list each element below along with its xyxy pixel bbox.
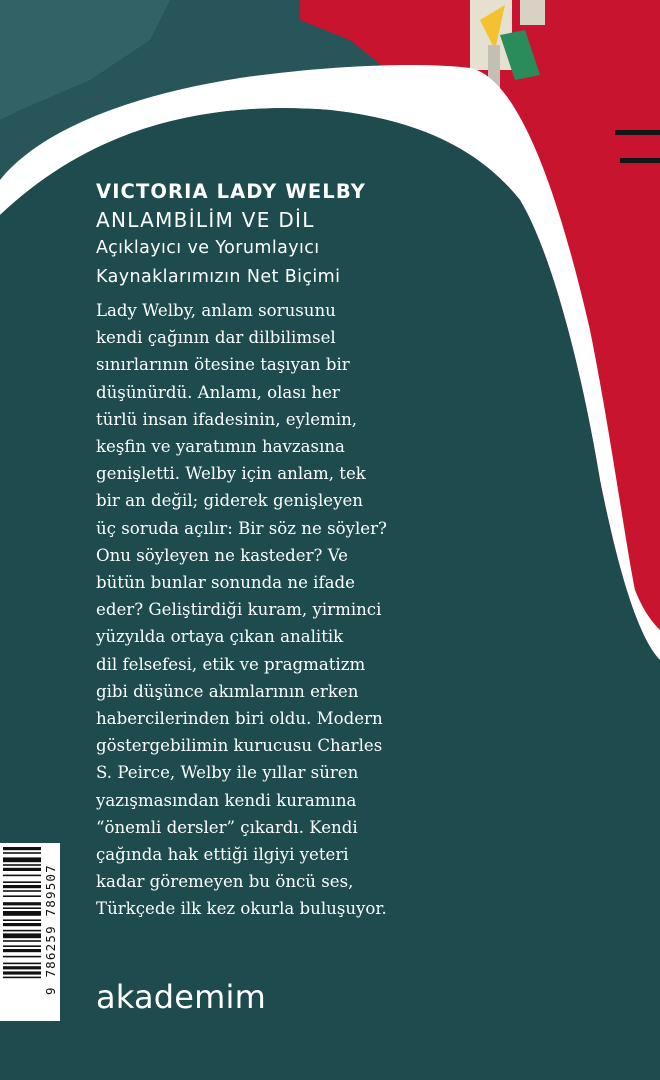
barcode-bar xyxy=(3,930,41,932)
barcode-bar xyxy=(3,956,41,958)
barcode-bar xyxy=(3,923,41,926)
barcode-bar xyxy=(3,895,41,897)
barcode-bar xyxy=(3,868,41,871)
blurb-line: bir an değil; giderek genişleyen xyxy=(96,491,363,511)
blurb-line: Lady Welby, anlam sorusunu xyxy=(96,301,336,320)
barcode-bars xyxy=(0,843,44,1021)
isbn-barcode xyxy=(0,843,60,1021)
blurb xyxy=(96,297,536,923)
barcode-bar xyxy=(3,864,41,866)
barcode-bar xyxy=(3,945,41,947)
barcode-bar xyxy=(3,911,41,916)
blurb-line: kendi çağının dar dilbilimsel xyxy=(96,328,336,348)
painting-black-dash xyxy=(615,130,660,135)
barcode-bar xyxy=(3,919,41,921)
barcode-bar xyxy=(3,902,41,905)
barcode-bar xyxy=(3,963,41,965)
publisher-logo: akademim xyxy=(96,978,267,1016)
blurb-line: bütün bunlar sonunda ne ifade xyxy=(96,573,355,593)
barcode-bar xyxy=(3,940,41,942)
blurb-line: Onu söyleyen ne kasteder? Ve xyxy=(96,545,348,565)
barcode-bar xyxy=(3,875,41,877)
blurb-line: yazışmasından kendi kuramına xyxy=(96,790,357,810)
barcode-bar xyxy=(3,971,41,974)
barcode-bar xyxy=(3,966,41,969)
blurb-line: çağında hak ettiği ilgiyi yeteri xyxy=(96,845,349,865)
blurb-line: S. Peirce, Welby ile yıllar süren xyxy=(96,763,359,783)
blurb-line: eder? Geliştirdiği kuram, yirminci xyxy=(96,600,382,620)
blurb-line: Türkçede ilk kez okurla buluşuyor. xyxy=(96,899,387,919)
blurb-line: dil felsefesi, etik ve pragmatizm xyxy=(96,654,366,674)
barcode-bar xyxy=(3,857,41,862)
blurb-line: göstergebilimin kurucusu Charles xyxy=(96,736,383,756)
barcode-bar xyxy=(3,852,41,854)
blurb-line: keşfin ve yaratımın havzasına xyxy=(96,437,345,457)
text-block xyxy=(96,178,536,923)
barcode-bar xyxy=(3,933,41,938)
book-subtitle-line: Kaynaklarımızın Net Biçimi xyxy=(96,267,341,287)
barcode-bar xyxy=(3,977,41,979)
barcode-bar xyxy=(3,847,41,850)
blurb-line: yüzyılda ortaya çıkan analitik xyxy=(96,627,344,647)
blurb-line: “önemli dersler” çıkardı. Kendi xyxy=(96,817,358,837)
blurb-line: düşünürdü. Anlamı, olası her xyxy=(96,382,340,402)
blurb-line: habercilerinden biri oldu. Modern xyxy=(96,709,383,729)
barcode-bar xyxy=(3,907,41,909)
barcode-bar xyxy=(3,881,41,883)
barcode-bar xyxy=(3,949,41,952)
blurb-line: genişletti. Welby için anlam, tek xyxy=(96,464,366,484)
blurb-line: sınırlarının ötesine taşıyan bir xyxy=(96,355,350,375)
blurb-line: üç soruda açılır: Bir söz ne söyler? xyxy=(96,518,387,538)
painting-pale-square xyxy=(520,0,545,25)
book-subtitle-line: Açıklayıcı ve Yorumlayıcı xyxy=(96,238,320,258)
blurb-line: gibi düşünce akımlarının erken xyxy=(96,681,359,701)
blurb-line: türlü insan ifadesinin, eylemin, xyxy=(96,409,358,429)
painting-black-dash xyxy=(620,158,660,163)
isbn-number: 9 786259 789507 xyxy=(43,864,58,996)
barcode-bar xyxy=(3,890,41,892)
barcode-bar xyxy=(3,885,41,888)
blurb-line: kadar göremeyen bu öncü ses, xyxy=(96,872,354,892)
book-title: ANLAMBİLİM VE DİL xyxy=(96,208,315,232)
author-name: VICTORIA LADY WELBY xyxy=(96,180,366,203)
